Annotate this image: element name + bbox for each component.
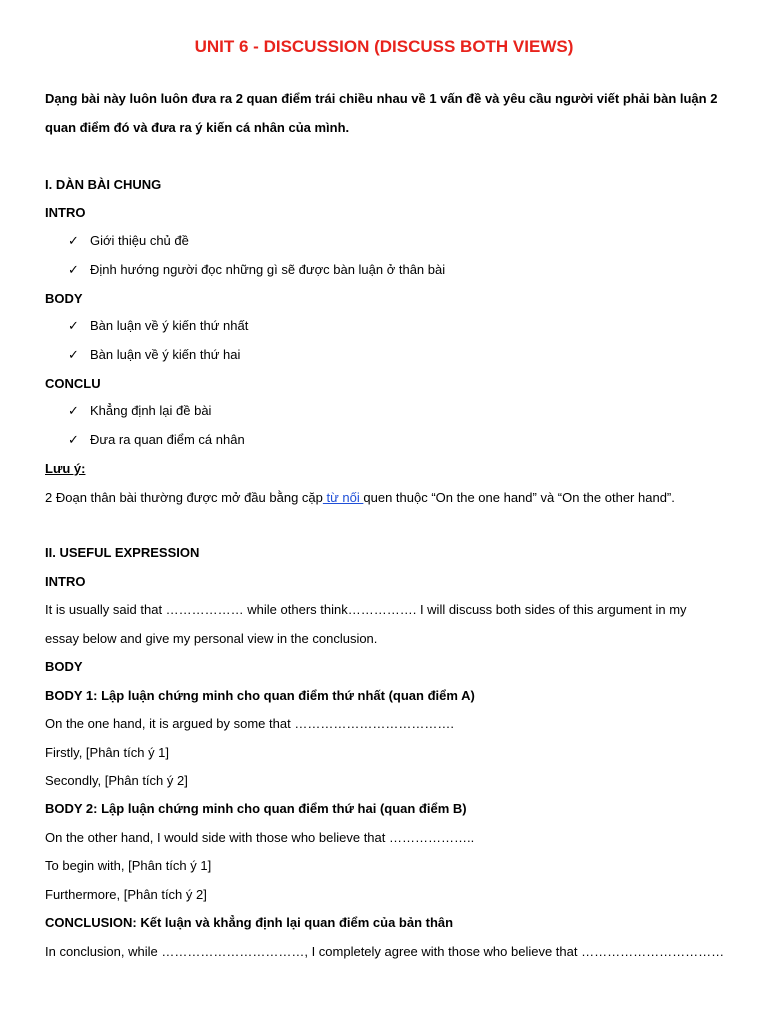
outline-body-item: ✓ Bàn luận về ý kiến thứ nhất [68, 318, 249, 333]
section-1-heading: I. DÀN BÀI CHUNG [45, 177, 162, 192]
checkmark-icon: ✓ [68, 403, 79, 418]
body-2-line: On the other hand, I would side with those who believe that ……………….. [45, 830, 475, 845]
outline-conclu-item: ✓ Đưa ra quan điểm cá nhân [68, 432, 245, 447]
body-2-heading: BODY 2: Lập luận chứng minh cho quan điểm thứ hai (quan điểm B) [45, 801, 467, 816]
body-1-line: Firstly, [Phân tích ý 1] [45, 745, 170, 760]
body-1-heading: BODY 1: Lập luận chứng minh cho quan điểm thứ nhất (quan điểm A) [45, 688, 475, 703]
body-1-line: Secondly, [Phân tích ý 2] [45, 773, 188, 788]
conclusion-line: In conclusion, while ……………………………, I completely agree with those who believe that …………………………… [45, 944, 725, 959]
intro-paragraph-line-2: quan điểm đó và đưa ra ý kiến cá nhân của mình. [45, 120, 350, 135]
outline-body-item: ✓ Bàn luận về ý kiến thứ hai [68, 347, 241, 362]
expression-intro-line-2: essay below and give my personal view in the conclusion. [45, 631, 378, 646]
expression-intro-line-1: It is usually said that ……………… while others think……………. I will discuss both sides of this argument in my [45, 602, 687, 617]
outline-intro-item: ✓ Định hướng người đọc những gì sẽ được bàn luận ở thân bài [68, 262, 446, 277]
checkmark-icon: ✓ [68, 318, 79, 333]
expression-intro-label: INTRO [45, 574, 86, 589]
section-2-heading: II. USEFUL EXPRESSION [45, 545, 200, 560]
outline-conclu-item: ✓ Khẳng định lại đề bài [68, 403, 212, 418]
body-1-line: On the one hand, it is argued by some that ………………………………. [45, 716, 454, 731]
note-label: Lưu ý: [45, 461, 86, 476]
connector-words-link[interactable]: từ nối [322, 490, 364, 505]
note-text: 2 Đoạn thân bài thường được mở đầu bằng cặp từ nối quen thuộc “On the one hand” và “On the other hand”. [45, 490, 675, 505]
outline-body-label: BODY [45, 291, 83, 306]
body-2-line: To begin with, [Phân tích ý 1] [45, 858, 212, 873]
outline-conclu-label: CONCLU [45, 376, 101, 391]
document-title: UNIT 6 - DISCUSSION (DISCUSS BOTH VIEWS) [194, 37, 574, 56]
body-2-line: Furthermore, [Phân tích ý 2] [45, 887, 207, 902]
checkmark-icon: ✓ [68, 262, 79, 277]
intro-paragraph-line-1: Dạng bài này luôn luôn đưa ra 2 quan điểm trái chiều nhau về 1 vấn đề và yêu cầu người viết phải bàn luận 2 [45, 91, 718, 106]
outline-intro-label: INTRO [45, 205, 86, 220]
conclusion-heading: CONCLUSION: Kết luận và khẳng định lại quan điểm của bản thân [45, 915, 454, 930]
outline-intro-item: ✓ Giới thiệu chủ đề [68, 233, 189, 248]
checkmark-icon: ✓ [68, 347, 79, 362]
expression-body-label: BODY [45, 659, 83, 674]
checkmark-icon: ✓ [68, 432, 79, 447]
checkmark-icon: ✓ [68, 233, 79, 248]
